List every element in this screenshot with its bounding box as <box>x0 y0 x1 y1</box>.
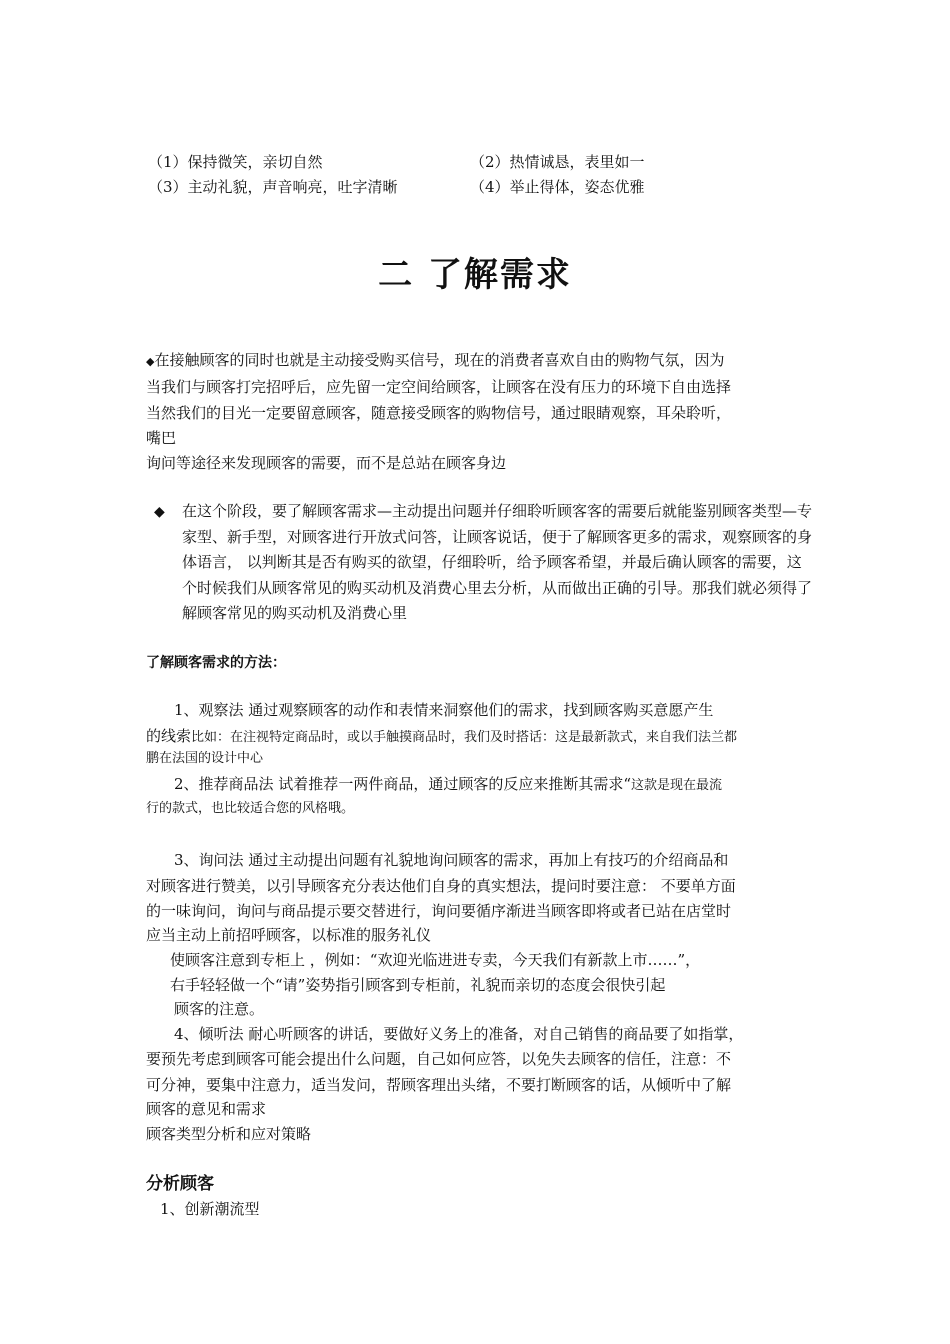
customer-types-line: 顾客类型分析和应对策略 <box>146 1125 312 1143</box>
intro-item-4: （4）举止得体，姿态优雅 <box>470 178 645 196</box>
para1-line5: 询问等途径来发现顾客的需要，而不是总站在顾客身边 <box>146 454 507 472</box>
diamond-bullet-icon: ◆ <box>154 504 165 520</box>
intro-item-2: （2）热情诚恳，表里如一 <box>470 153 645 171</box>
para2-text: 在这个阶段，要了解顾客需求—主动提出问题并仔细聆听顾客客的需要后就能鉴别顾客类型—专家型、新手型，对顾客进行开放式问答，让顾客说话，便于了解顾客更多的需求，观察顾客的身体语言， 以判断其是否有购买的欲望，仔细聆听，给予顾客希望，并最后确认顾客的需要，这个时候我们从顾客常见的购买动机及消费心里去分析，从而做出正确的引导。那我们就必须得了解顾客常见的购买动机及消费心里 <box>182 502 813 622</box>
method1-line3: 鹏在法国的设计中心 <box>146 751 264 766</box>
method1-line2: 的线索比如：在注视特定商品时，或以手触摸商品时，我们及时搭话：这是最新款式，来自我们法兰都 <box>146 727 738 745</box>
method3-line4: 应当主动上前招呼顾客，以标准的服务礼仪 <box>146 926 432 944</box>
para1-line4: 嘴巴 <box>146 429 177 447</box>
para1-line2: 当我们与顾客打完招呼后，应先留一定空间给顾客，让顾客在没有压力的环境下自由选择 <box>146 378 732 396</box>
method4-line2: 要预先考虑到顾客可能会提出什么问题，自己如何应答，以免失去顾客的信任，注意：不 <box>146 1050 732 1068</box>
analysis-item-1: 1、创新潮流型 <box>160 1200 260 1218</box>
method4-line3: 可分神，要集中注意力，适当发问，帮顾客理出头绪，不要打断顾客的话，从倾听中了解 <box>146 1076 732 1094</box>
section-title: 二 了解需求 <box>378 255 572 295</box>
method4-line1: 4、倾听法 耐心听顾客的讲话，要做好义务上的准备，对自己销售的商品要了如指掌， <box>174 1025 744 1043</box>
intro-item-3: （3）主动礼貌，声音响亮，吐字清晰 <box>148 178 398 196</box>
analysis-heading: 分析顾客 <box>146 1174 214 1194</box>
para1-line1: ◆在接触顾客的同时也就是主动接受购买信号，现在的消费者喜欢自由的购物气氛，因为 <box>146 351 725 369</box>
para1-line3: 当然我们的目光一定要留意顾客，随意接受顾客的购物信号，通过眼睛观察，耳朵聆听， <box>146 404 732 422</box>
method2-line1: 2、推荐商品法 试着推荐一两件商品，通过顾客的反应来推断其需求“这款是现在最流 <box>174 775 722 793</box>
diamond-bullet-icon: ◆ <box>146 355 155 368</box>
method3-line1: 3、询问法 通过主动提出问题有礼貌地询问顾客的需求，再加上有技巧的介绍商品和 <box>174 851 729 869</box>
method3-line5: 使顾客注意到专柜上 ，例如：“欢迎光临进进专卖，今天我们有新款上市……”， <box>170 951 701 969</box>
method3-line6: 右手轻轻做一个“请”姿势指引顾客到专柜前，礼貌而亲切的态度会很快引起 <box>170 976 666 994</box>
method3-line7: 顾客的注意。 <box>174 1000 265 1018</box>
intro-item-1: （1）保持微笑，亲切自然 <box>148 153 323 171</box>
method2-line2: 行的款式，也比较适合您的风格哦。 <box>146 801 355 816</box>
method3-line3: 的一味询问，询问与商品提示要交替进行，询问要循序渐进当顾客即将或者已站在店堂时 <box>146 902 732 920</box>
method3-line2: 对顾客进行赞美，以引导顾客充分表达他们自身的真实想法，提问时要注意： 不要单方面 <box>146 877 736 895</box>
methods-heading: 了解顾客需求的方法： <box>146 655 286 671</box>
method1-line1: 1、观察法 通过观察顾客的动作和表情来洞察他们的需求，找到顾客购买意愿产生 <box>174 701 714 719</box>
method4-line4: 顾客的意见和需求 <box>146 1100 267 1118</box>
